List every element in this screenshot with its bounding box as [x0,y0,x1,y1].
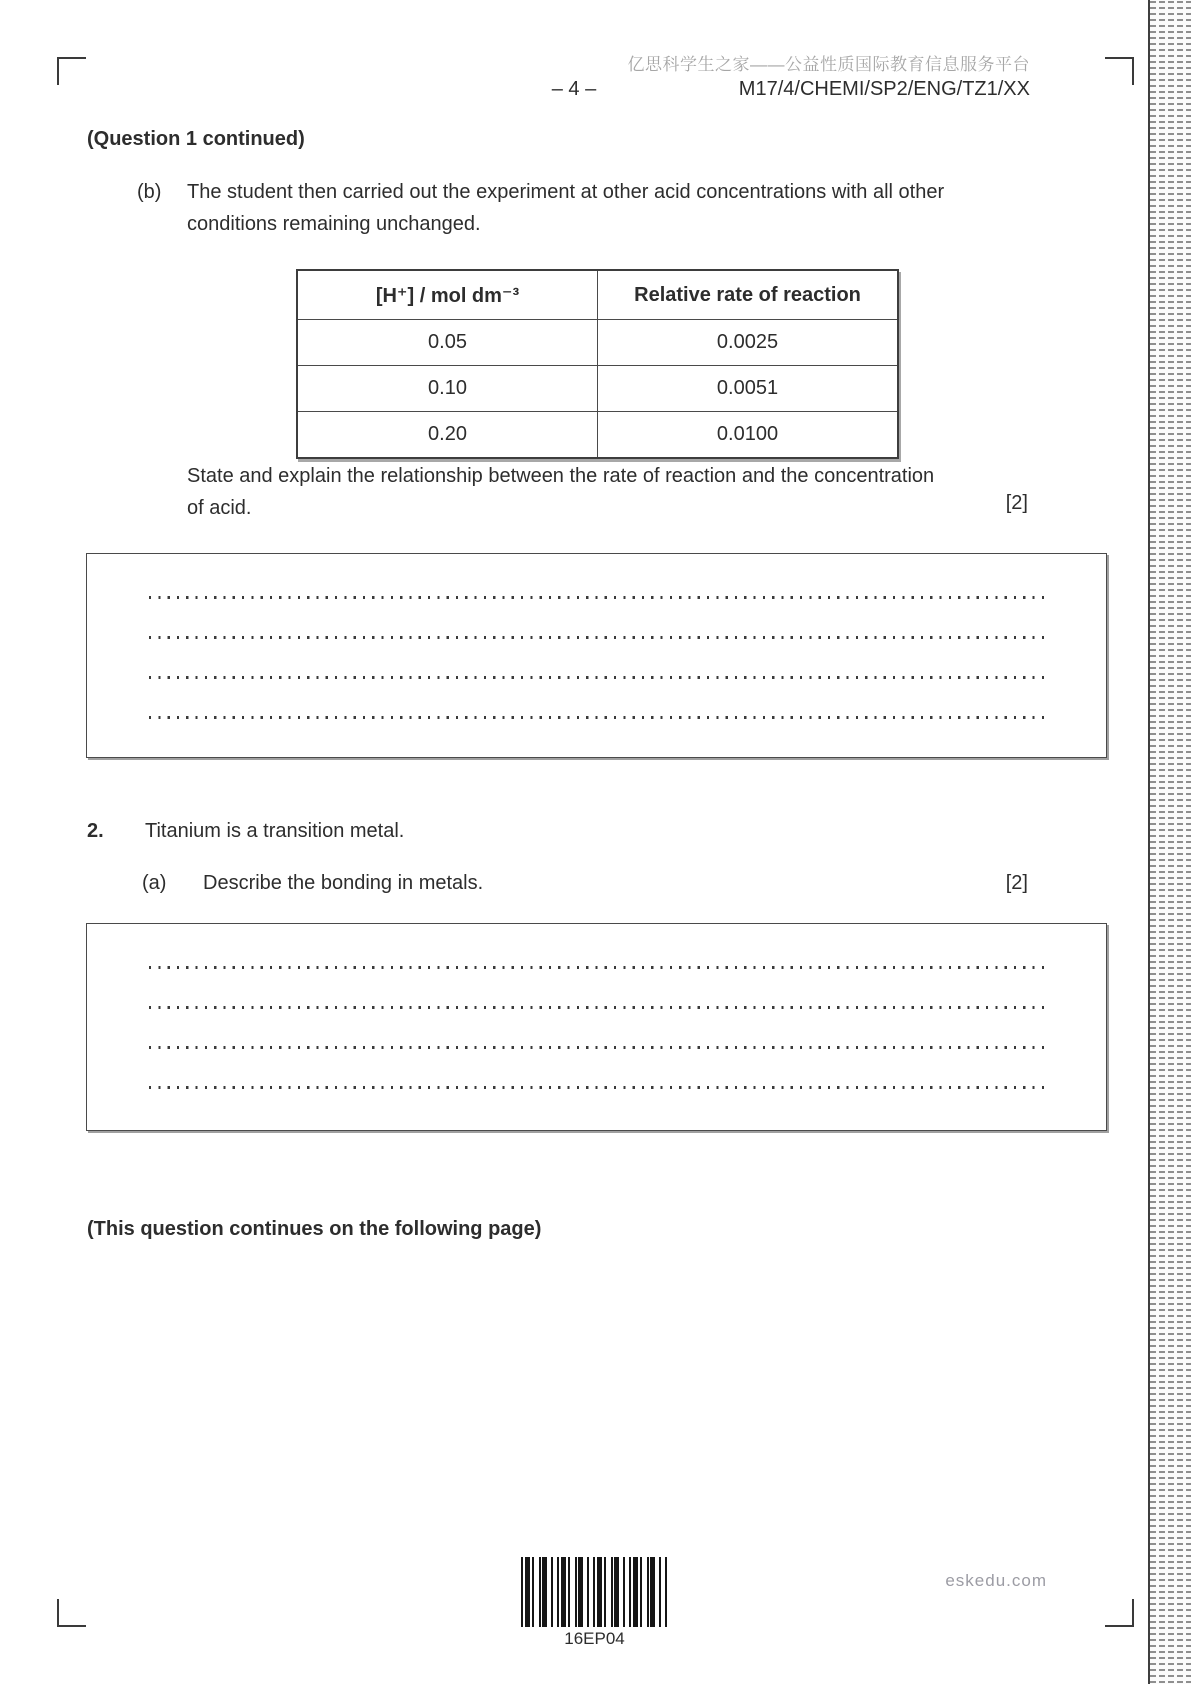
question-1b-intro [187,176,944,240]
answer-dotted-line [149,1086,1044,1089]
question-1b-intro-line-2: conditions remaining unchanged. [187,213,481,235]
question-1b-prompt-line-2: of acid. [187,497,252,519]
corner-mark-bottom-right [1105,1599,1134,1627]
table-cell-rate-2: 0.0051 [598,366,899,412]
site-watermark: eskedu.com [945,1571,1047,1590]
answer-box-question-2a[interactable] [86,923,1107,1131]
table-cell-concentration-3: 0.20 [297,412,598,459]
question-continues-note: (This question continues on the following page) [87,1218,542,1240]
answer-dotted-line [149,1046,1044,1049]
question-1b-prompt [187,460,934,524]
answer-box-question-1b[interactable] [86,553,1107,758]
rate-data-table [296,269,899,459]
barcode-label: 16EP04 [564,1629,625,1648]
question-1b-marks: [2] [1005,492,1028,514]
table-cell-concentration-2: 0.10 [297,366,598,412]
answer-dotted-line [149,596,1044,599]
question-2a-marks: [2] [1005,872,1028,894]
table-cell-concentration-1: 0.05 [297,320,598,366]
question-1b-intro-line-1: The student then carried out the experiment at other acid concentrations with all other [187,181,945,203]
table-header-concentration: [H⁺] / mol dm⁻³ [297,270,598,320]
table-row [297,366,898,412]
corner-mark-bottom-left [57,1599,86,1627]
question-1b-prompt-line-1: State and explain the relationship between the rate of reaction and the concentration [187,465,935,487]
question-2a-label: (a) [142,872,167,894]
barcode [521,1557,668,1627]
paper-code: M17/4/CHEMI/SP2/ENG/TZ1/XX [738,78,1030,100]
question-1b-label: (b) [137,181,162,203]
answer-dotted-line [149,636,1044,639]
question-continued-heading: (Question 1 continued) [87,128,305,150]
table-header-rate: Relative rate of reaction [598,270,899,320]
question-2-number: 2. [87,820,104,842]
answer-dotted-line [149,966,1044,969]
answer-dotted-line [149,1006,1044,1009]
chinese-watermark: 亿思科学生之家——公益性质国际教育信息服务平台 [627,55,1030,74]
security-hatch-band [1148,0,1191,1684]
table-header-row [297,270,898,320]
question-2-stem: Titanium is a transition metal. [145,820,405,842]
answer-dotted-line [149,676,1044,679]
table-row [297,320,898,366]
table-cell-rate-3: 0.0100 [598,412,899,459]
table-row [297,412,898,459]
question-2a-text: Describe the bonding in metals. [203,872,484,894]
page-number: – 4 – [551,78,597,100]
answer-dotted-line [149,716,1044,719]
table-cell-rate-1: 0.0025 [598,320,899,366]
